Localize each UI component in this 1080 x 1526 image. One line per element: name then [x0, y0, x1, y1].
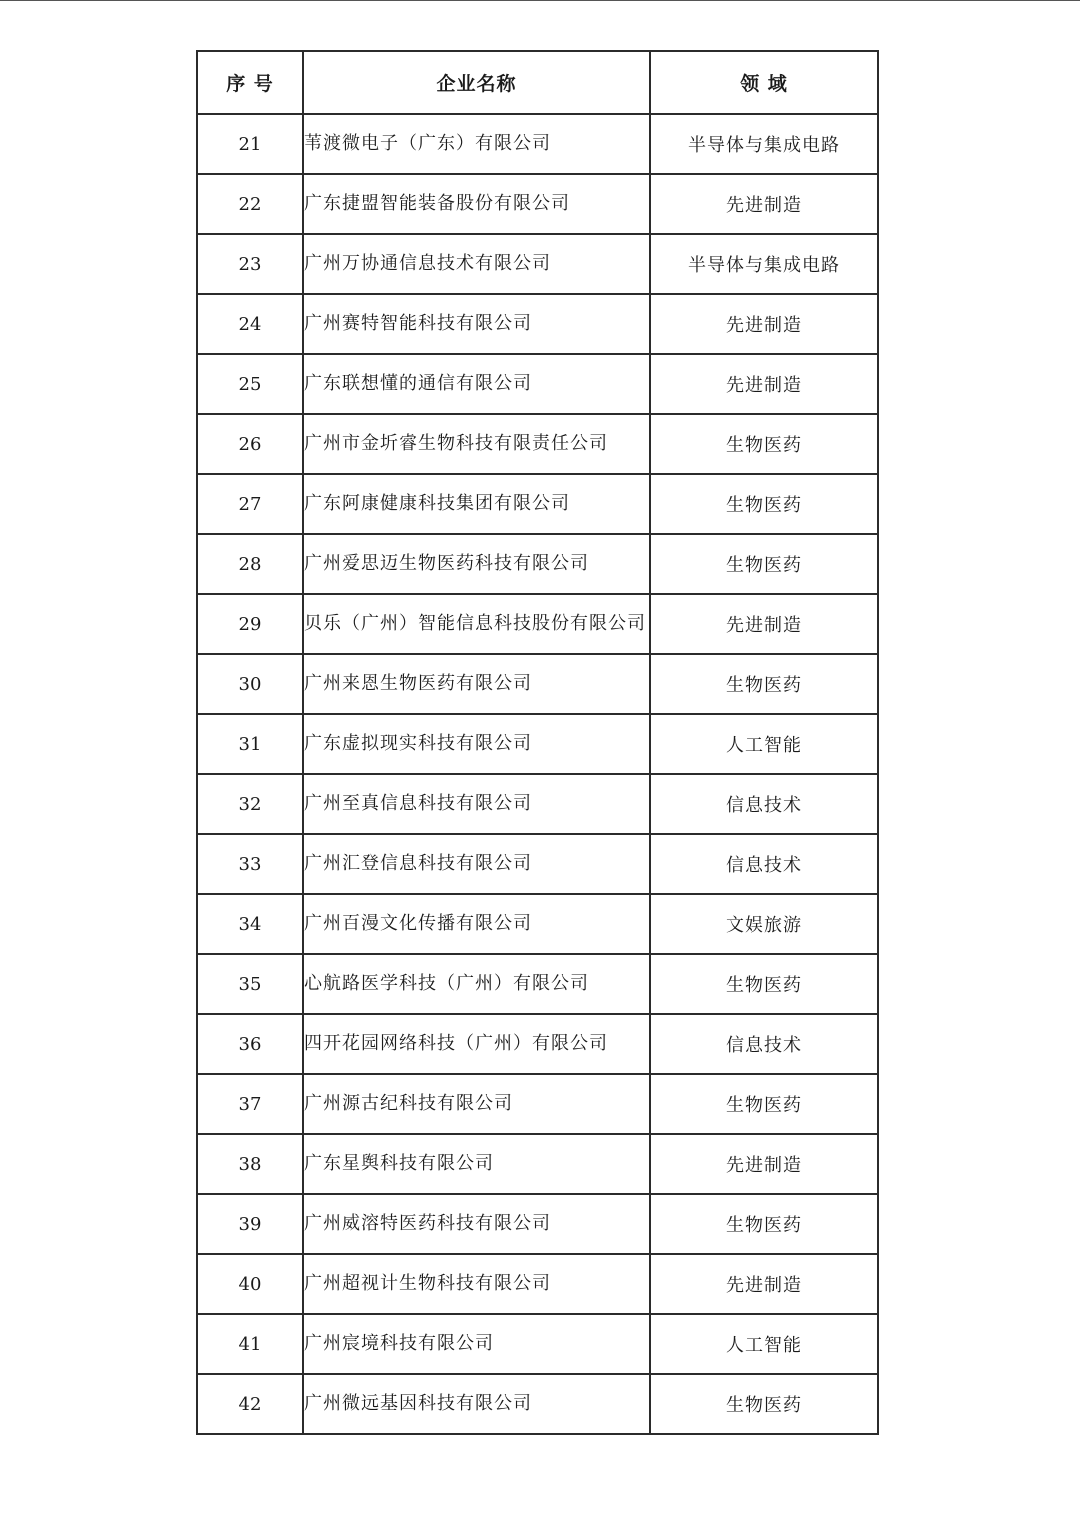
table-row [197, 654, 878, 714]
industry-field: 生物医药 [650, 1374, 878, 1434]
table-row [197, 774, 878, 834]
industry-field: 生物医药 [650, 1074, 878, 1134]
row-number: 27 [197, 474, 303, 534]
row-number: 31 [197, 714, 303, 774]
table-row [197, 1374, 878, 1434]
company-name: 广州来恩生物医药有限公司 [303, 654, 650, 714]
table-row [197, 474, 878, 534]
company-name: 广州源古纪科技有限公司 [303, 1074, 650, 1134]
table-row [197, 294, 878, 354]
industry-field: 先进制造 [650, 354, 878, 414]
header-company-name: 企业名称 [303, 51, 650, 114]
company-name: 广州市金圻睿生物科技有限责任公司 [303, 414, 650, 474]
industry-field: 人工智能 [650, 714, 878, 774]
industry-field: 生物医药 [650, 954, 878, 1014]
table-row [197, 1074, 878, 1134]
table-row [197, 1134, 878, 1194]
company-name: 广州超视计生物科技有限公司 [303, 1254, 650, 1314]
company-name: 四开花园网络科技（广州）有限公司 [303, 1014, 650, 1074]
company-list-table [196, 50, 879, 1435]
top-border-line [0, 0, 1080, 1]
table-row [197, 894, 878, 954]
industry-field: 先进制造 [650, 1134, 878, 1194]
table-row [197, 1254, 878, 1314]
industry-field: 先进制造 [650, 294, 878, 354]
table-row [197, 534, 878, 594]
table-row [197, 954, 878, 1014]
row-number: 38 [197, 1134, 303, 1194]
table-row [197, 1194, 878, 1254]
row-number: 29 [197, 594, 303, 654]
industry-field: 半导体与集成电路 [650, 114, 878, 174]
table-row [197, 174, 878, 234]
company-name: 心航路医学科技（广州）有限公司 [303, 954, 650, 1014]
industry-field: 生物医药 [650, 534, 878, 594]
header-field: 领 域 [650, 51, 878, 114]
row-number: 23 [197, 234, 303, 294]
row-number: 39 [197, 1194, 303, 1254]
row-number: 22 [197, 174, 303, 234]
industry-field: 文娱旅游 [650, 894, 878, 954]
company-name: 广州爱思迈生物医药科技有限公司 [303, 534, 650, 594]
company-name: 广东捷盟智能装备股份有限公司 [303, 174, 650, 234]
industry-field: 半导体与集成电路 [650, 234, 878, 294]
row-number: 35 [197, 954, 303, 1014]
company-name: 广州微远基因科技有限公司 [303, 1374, 650, 1434]
table-row [197, 1314, 878, 1374]
industry-field: 先进制造 [650, 1254, 878, 1314]
table-row [197, 414, 878, 474]
row-number: 32 [197, 774, 303, 834]
row-number: 28 [197, 534, 303, 594]
table-header-row [197, 51, 878, 114]
row-number: 40 [197, 1254, 303, 1314]
row-number: 36 [197, 1014, 303, 1074]
row-number: 42 [197, 1374, 303, 1434]
company-name: 广州赛特智能科技有限公司 [303, 294, 650, 354]
company-name: 广东星舆科技有限公司 [303, 1134, 650, 1194]
company-name: 苇渡微电子（广东）有限公司 [303, 114, 650, 174]
table-row [197, 834, 878, 894]
company-name: 广州汇登信息科技有限公司 [303, 834, 650, 894]
industry-field: 生物医药 [650, 1194, 878, 1254]
table-row [197, 594, 878, 654]
industry-field: 信息技术 [650, 1014, 878, 1074]
header-serial-number: 序 号 [197, 51, 303, 114]
industry-field: 信息技术 [650, 834, 878, 894]
table-row [197, 714, 878, 774]
row-number: 30 [197, 654, 303, 714]
industry-field: 先进制造 [650, 174, 878, 234]
company-name: 贝乐（广州）智能信息科技股份有限公司 [303, 594, 650, 654]
industry-field: 先进制造 [650, 594, 878, 654]
company-name: 广州万协通信息技术有限公司 [303, 234, 650, 294]
industry-field: 人工智能 [650, 1314, 878, 1374]
row-number: 34 [197, 894, 303, 954]
row-number: 21 [197, 114, 303, 174]
industry-field: 生物医药 [650, 474, 878, 534]
company-name: 广州百漫文化传播有限公司 [303, 894, 650, 954]
row-number: 33 [197, 834, 303, 894]
table-row [197, 234, 878, 294]
company-name: 广东联想懂的通信有限公司 [303, 354, 650, 414]
company-name: 广州宸境科技有限公司 [303, 1314, 650, 1374]
table-row [197, 114, 878, 174]
row-number: 26 [197, 414, 303, 474]
row-number: 41 [197, 1314, 303, 1374]
table-row [197, 354, 878, 414]
company-name: 广东阿康健康科技集团有限公司 [303, 474, 650, 534]
row-number: 24 [197, 294, 303, 354]
row-number: 37 [197, 1074, 303, 1134]
industry-field: 信息技术 [650, 774, 878, 834]
table-row [197, 1014, 878, 1074]
industry-field: 生物医药 [650, 414, 878, 474]
company-name: 广州至真信息科技有限公司 [303, 774, 650, 834]
industry-field: 生物医药 [650, 654, 878, 714]
row-number: 25 [197, 354, 303, 414]
company-name: 广东虚拟现实科技有限公司 [303, 714, 650, 774]
company-name: 广州威溶特医药科技有限公司 [303, 1194, 650, 1254]
